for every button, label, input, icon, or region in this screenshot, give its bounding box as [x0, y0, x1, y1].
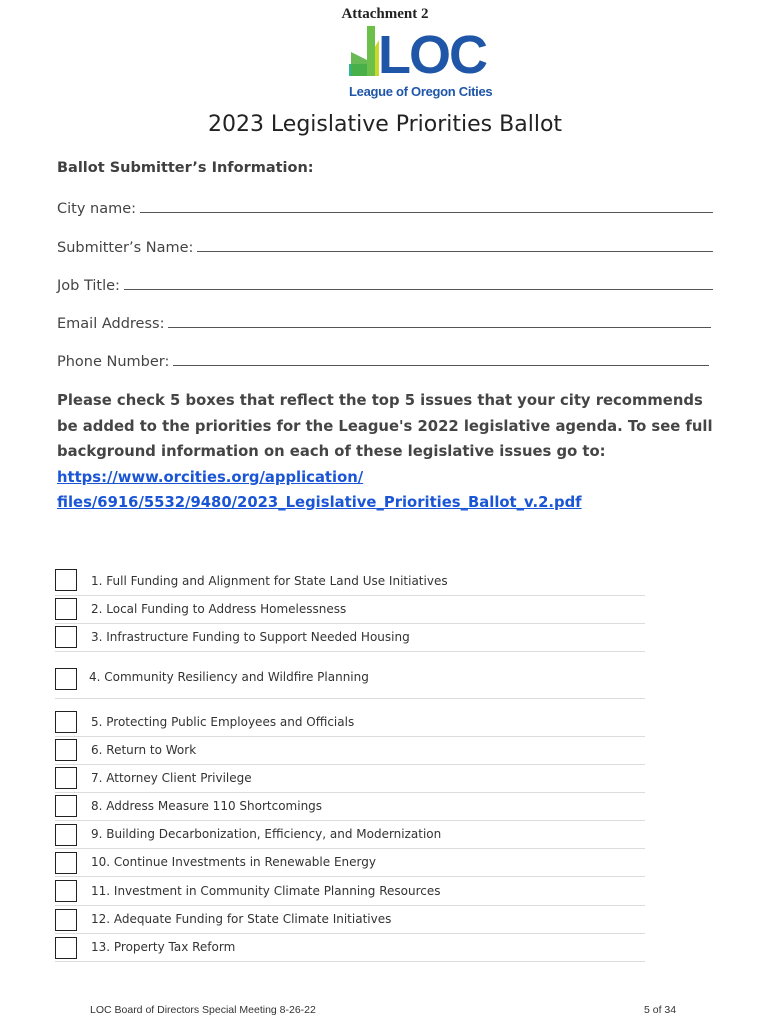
ballot-checkbox[interactable] [55, 569, 77, 591]
ballot-item [55, 821, 645, 849]
ballot-item-label: 4. Community Resiliency and Wildfire Planning [89, 670, 369, 684]
submitter-heading: Ballot Submitter’s Information: [57, 160, 314, 176]
ballot-checkbox[interactable] [55, 598, 77, 620]
logo-wordmark: LOC [378, 25, 486, 85]
submitter-name-field[interactable] [57, 237, 713, 256]
ballot-item [55, 765, 645, 793]
ballot-item [55, 737, 645, 765]
ballot-checkbox[interactable] [55, 937, 77, 959]
ballot-checkbox[interactable] [55, 824, 77, 846]
field-label: City name: [57, 201, 137, 217]
field-line[interactable] [173, 351, 709, 366]
ballot-item [55, 793, 645, 821]
ballot-item-label: 8. Address Measure 110 Shortcomings [91, 799, 323, 813]
ballot-item-label: 9. Building Decarbonization, Efficiency, and Modernization [91, 827, 442, 841]
email-field[interactable] [57, 313, 711, 332]
ballot-item [55, 568, 645, 596]
job-title-field[interactable] [57, 275, 713, 294]
field-label: Email Address: [57, 316, 165, 332]
field-label: Submitter’s Name: [57, 240, 194, 256]
phone-field[interactable] [57, 351, 709, 370]
ballot-item-label: 10. Continue Investments in Renewable Energy [91, 855, 376, 869]
ballot-item-label: 6. Return to Work [91, 743, 197, 757]
ballot-checkbox[interactable] [55, 795, 77, 817]
page-title: 2023 Legislative Priorities Ballot [207, 112, 563, 137]
ballot-item-label: 12. Adequate Funding for State Climate Initiatives [91, 912, 392, 926]
ballot-checkbox[interactable] [55, 909, 77, 931]
attachment-label: Attachment 2 [341, 6, 429, 22]
footer-page-number: 5 of 34 [644, 1004, 677, 1016]
ballot-item [55, 709, 645, 737]
ballot-item-label: 11. Investment in Community Climate Planning Resources [91, 884, 441, 898]
field-line[interactable] [197, 237, 713, 252]
ballot-item-label: 5. Protecting Public Employees and Officials [91, 715, 355, 729]
instructions-text: Please check 5 boxes that reflect the top 5 issues that your city recommends be added to the priorities for the League's 2022 legislative agenda. To see full background information on each of these legislative issues go to: [57, 392, 713, 460]
ballot-item-label: 2. Local Funding to Address Homelessness [91, 602, 347, 616]
field-line[interactable] [124, 275, 713, 290]
field-label: Phone Number: [57, 354, 170, 370]
field-line[interactable] [140, 198, 713, 213]
logo-tagline: League of Oregon Cities [349, 84, 493, 99]
ballot-item [55, 624, 645, 652]
ballot-item [55, 934, 645, 962]
ballot-checkbox[interactable] [55, 880, 77, 902]
ballot-item-label: 7. Attorney Client Privilege [91, 771, 252, 785]
ballot-checkbox[interactable] [55, 739, 77, 761]
city-name-field[interactable] [57, 198, 713, 217]
ballot-checkbox[interactable] [55, 767, 77, 789]
ballot-item [55, 877, 645, 906]
background-info-link[interactable]: https://www.orcities.org/application/ [57, 469, 364, 486]
ballot-item [55, 849, 645, 877]
field-label: Job Title: [57, 278, 120, 294]
ballot-item-label: 3. Infrastructure Funding to Support Needed Housing [91, 630, 410, 644]
background-info-link-continued[interactable]: files/6916/5532/9480/2023_Legislative_Priorities_Ballot_v.2.pdf [57, 494, 582, 511]
ballot-checkbox[interactable] [55, 852, 77, 874]
ballot-checkbox[interactable] [55, 711, 77, 733]
ballot-item [55, 906, 645, 934]
ballot-item-label: 1. Full Funding and Alignment for State Land Use Initiatives [91, 574, 448, 588]
ballot-checkbox[interactable] [55, 626, 77, 648]
ballot-item-label: 13. Property Tax Reform [91, 940, 236, 954]
ballot-checkbox[interactable] [55, 668, 77, 690]
footer-meeting-label: LOC Board of Directors Special Meeting 8-26-22 [90, 1004, 316, 1016]
ballot-item [55, 652, 645, 699]
field-line[interactable] [168, 313, 711, 328]
ballot-item [55, 596, 645, 624]
